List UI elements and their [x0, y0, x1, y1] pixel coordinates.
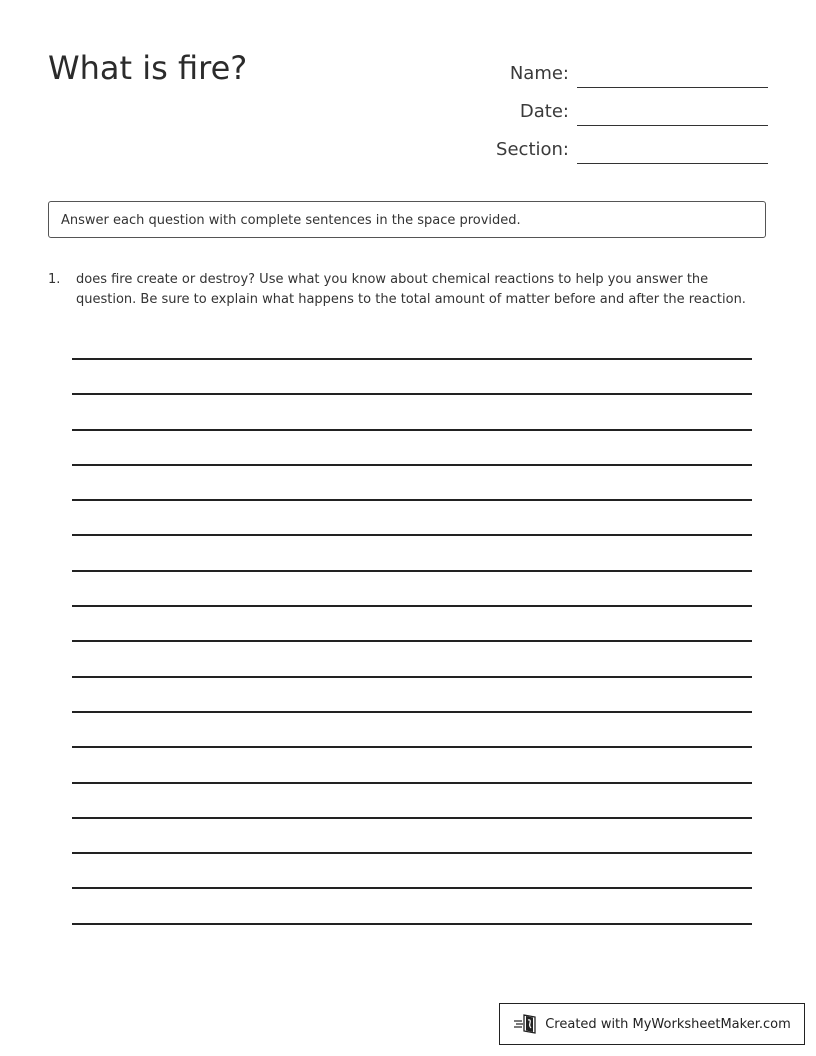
date-line[interactable]	[577, 105, 768, 126]
answer-line[interactable]	[72, 711, 752, 713]
answer-line[interactable]	[72, 640, 752, 642]
instructions-box: Answer each question with complete sentences in the space provided.	[48, 201, 766, 238]
answer-line[interactable]	[72, 746, 752, 748]
answer-line[interactable]	[72, 887, 752, 889]
name-field-row	[468, 50, 768, 88]
answer-line[interactable]	[72, 358, 752, 360]
answer-line[interactable]	[72, 923, 752, 925]
date-label: Date:	[519, 101, 569, 122]
question-text: does fire create or destroy? Use what you know about chemical reactions to help you answer the question. Be sure to explain what happens to the total amount of matter before and after the reaction.	[76, 272, 746, 307]
name-label: Name:	[509, 63, 569, 84]
footer-text: Created with MyWorksheetMaker.com	[545, 1016, 791, 1032]
worksheet-maker-logo-icon	[513, 1013, 539, 1035]
question-number: 1.	[48, 272, 61, 287]
answer-line[interactable]	[72, 817, 752, 819]
answer-line[interactable]	[72, 852, 752, 854]
answer-line[interactable]	[72, 393, 752, 395]
answer-line[interactable]	[72, 464, 752, 466]
section-label: Section:	[496, 139, 569, 160]
answer-line[interactable]	[72, 676, 752, 678]
section-line[interactable]	[577, 143, 768, 164]
section-field-row	[468, 126, 768, 164]
student-info-fields	[468, 50, 768, 164]
answer-line[interactable]	[72, 782, 752, 784]
answer-lines[interactable]	[72, 358, 752, 958]
date-field-row	[468, 88, 768, 126]
name-line[interactable]	[577, 67, 768, 88]
answer-line[interactable]	[72, 534, 752, 536]
answer-line[interactable]	[72, 499, 752, 501]
page-title: What is fire?	[48, 49, 248, 87]
footer-badge[interactable]	[499, 1003, 805, 1045]
answer-line[interactable]	[72, 429, 752, 431]
question-1	[48, 270, 766, 309]
answer-line[interactable]	[72, 570, 752, 572]
answer-line[interactable]	[72, 605, 752, 607]
